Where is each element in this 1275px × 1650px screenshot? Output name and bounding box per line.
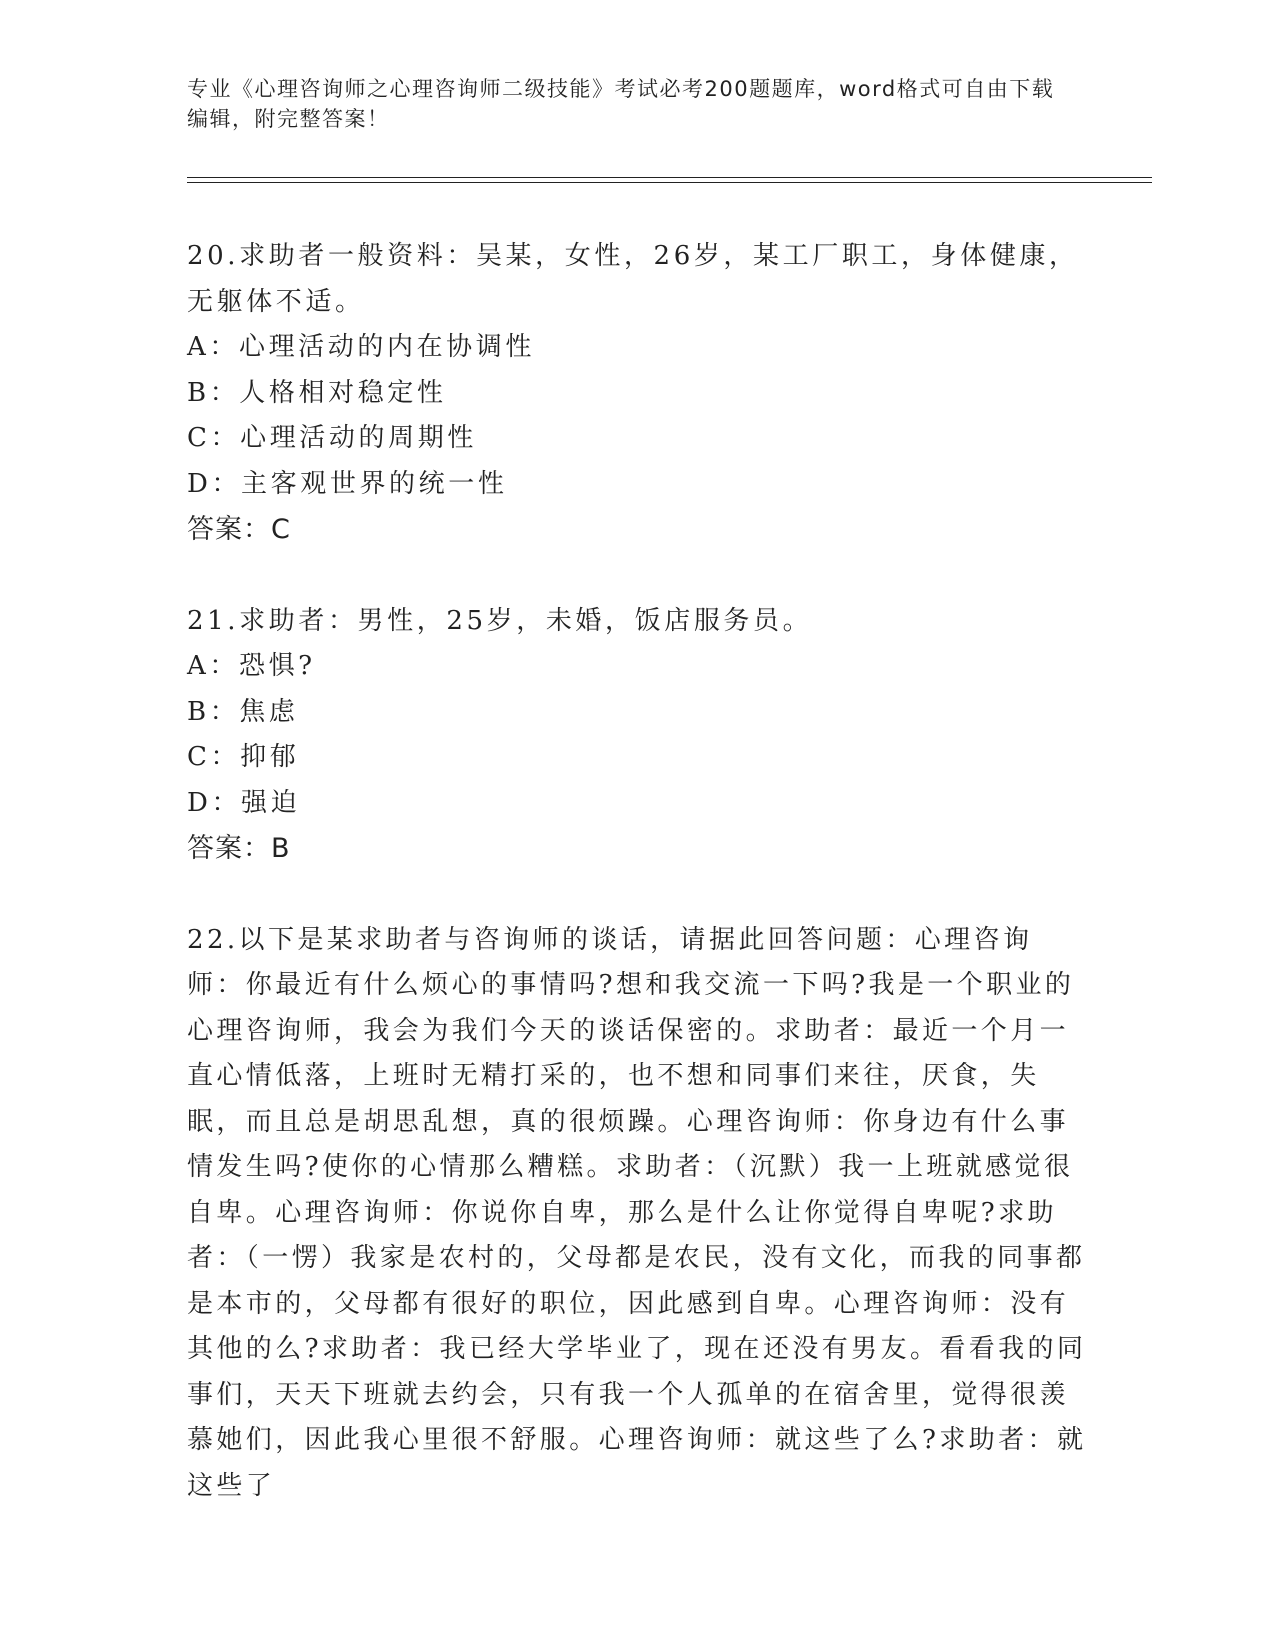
option-c: C：抑郁 <box>187 742 300 772</box>
document-header: 专业《心理咨询师之心理咨询师二级技能》考试必考200题题库，word格式可自由下载编辑，附完整答案！ <box>187 77 1055 131</box>
answer-label: 答案：B <box>187 833 291 864</box>
option-a: A：心理活动的内在协调性 <box>187 332 535 362</box>
question-20 <box>187 234 1087 553</box>
question-text: 20.求助者一般资料：吴某，女性，26岁，某工厂职工，身体健康，无躯体不适。 <box>187 241 1079 317</box>
question-21 <box>187 599 1087 872</box>
option-b: B：焦虑 <box>187 696 299 727</box>
question-list <box>187 234 1087 1555</box>
option-c: C：心理活动的周期性 <box>187 423 477 453</box>
option-d: D：主客观世界的统一性 <box>187 468 508 499</box>
header-divider-bottom <box>187 182 1152 183</box>
question-22 <box>187 918 1087 1510</box>
header-divider-top <box>187 177 1152 178</box>
question-text: 22.以下是某求助者与咨询师的谈话，请据此回答问题：心理咨询师：你最近有什么烦心的事情吗?想和我交流一下吗?我是一个职业的心理咨询师，我会为我们今天的谈话保密的。求助者：最近一个月一直心情低落，上班时无精打采的，也不想和同事们来往，厌食，失眠，而且总是胡思乱想，真的很烦躁。心理咨询师：你身边有什么事情发生吗?使你的心情那么糟糕。求助者：（沉默）我一上班就感觉很自卑。心理咨询师：你说你自卑，那么是什么让你觉得自卑呢?求助者：（一愣）我家是农村的，父母都是农民，没有文化，而我的同事都是本市的，父母都有很好的职位，因此感到自卑。心理咨询师：没有其他的么?求助者：我已经大学毕业了，现在还没有男友。看看我的同事们，天天下班就去约会，只有我一个人孤单的在宿舍里，觉得很羡慕她们，因此我心里很不舒服。心理咨询师：就这些了么?求助者：就这些了 <box>187 924 1087 1501</box>
option-b: B：人格相对稳定性 <box>187 377 447 408</box>
answer-label: 答案：C <box>187 514 291 545</box>
option-a: A：恐惧? <box>187 651 316 681</box>
question-text: 21.求助者：男性，25岁，未婚，饭店服务员。 <box>187 605 813 636</box>
option-d: D：强迫 <box>187 787 301 818</box>
